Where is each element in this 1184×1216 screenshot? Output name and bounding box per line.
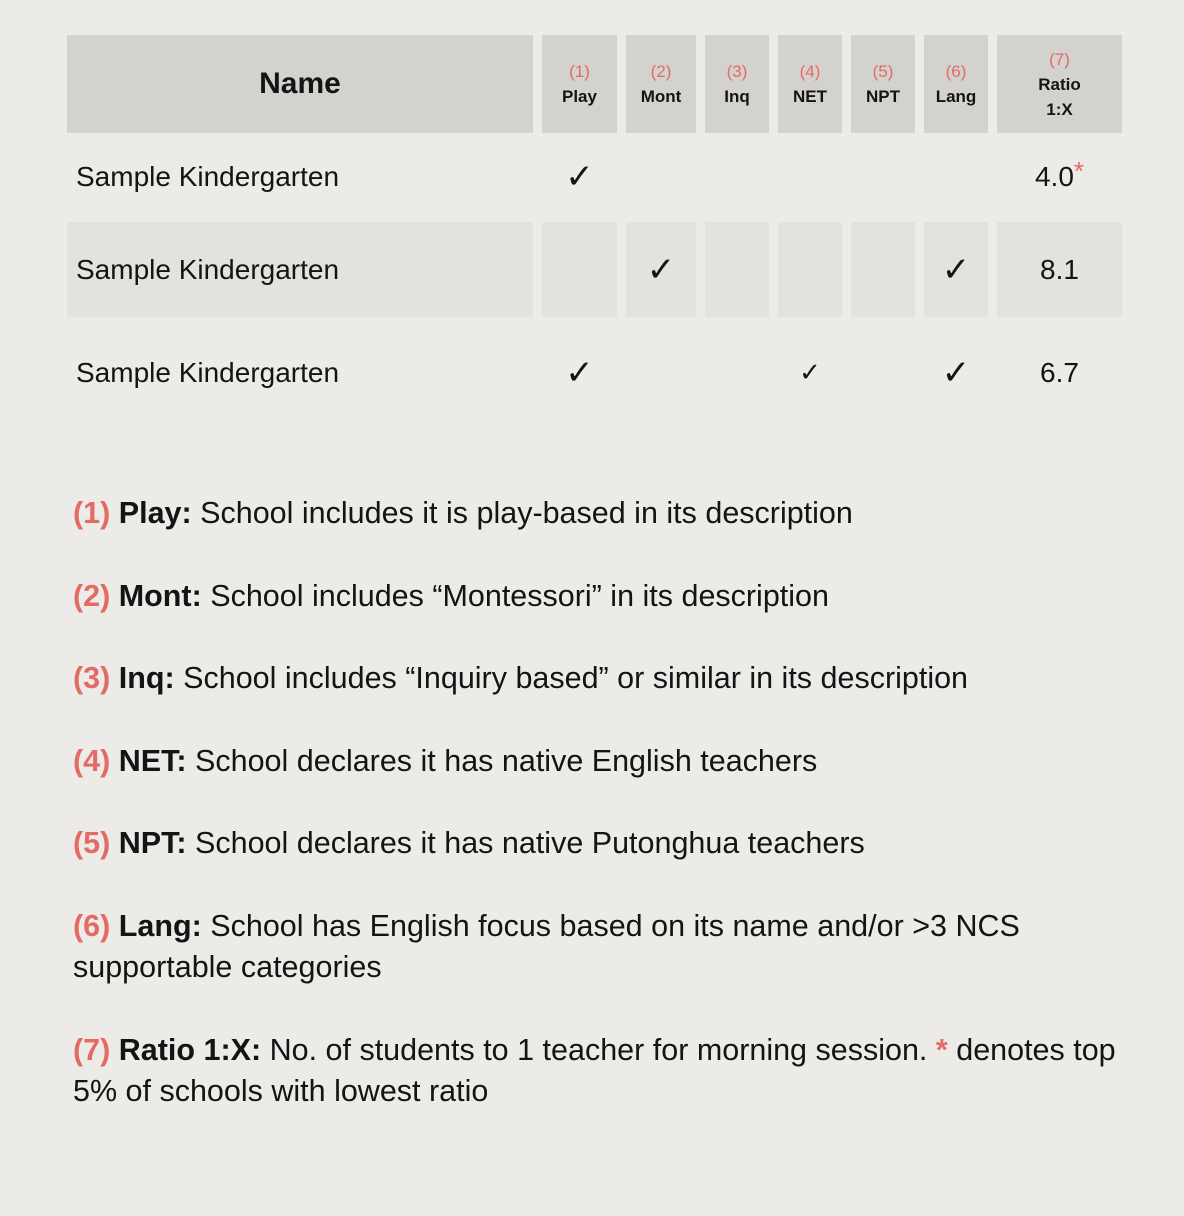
row-2-ratio (997, 222, 1122, 317)
row-2-lang-check: ✓ (924, 222, 988, 317)
row-3-lang-check: ✓ (941, 352, 971, 393)
header-inq-num: (3) (726, 62, 748, 81)
header-ratio-label-2: 1:X (1046, 99, 1073, 119)
row-1-net-check (778, 133, 842, 221)
header-lang-label: Lang (935, 87, 977, 106)
row-3-npt-check (851, 325, 915, 420)
row-3-mont-check (626, 325, 696, 420)
row-1-name: Sample Kindergarten (76, 161, 340, 192)
legend-play-num: (1) (73, 496, 111, 530)
legend-inq-text: School includes “Inquiry based” or similar in its description (183, 661, 969, 695)
legend-play-text: School includes it is play-based in its description (200, 496, 853, 530)
row-2-name: Sample Kindergarten (67, 222, 533, 317)
row-2-mont-check: ✓ (626, 222, 696, 317)
header-lang-num: (6) (945, 62, 967, 81)
legend-mont-num: (2) (73, 579, 111, 613)
header-mont-num: (2) (650, 62, 672, 81)
legend-npt-num: (5) (73, 826, 111, 860)
legend-mont-text: School includes “Montessori” in its description (210, 579, 829, 613)
legend-inq-num: (3) (73, 661, 111, 695)
header-net (778, 35, 842, 133)
header-play-label: Play (562, 87, 597, 106)
legend-item-ratio (73, 1030, 1133, 1112)
header-inq (705, 35, 769, 133)
legend-ratio-text: No. of students to 1 teacher for morning session. (269, 1033, 928, 1067)
header-mont (626, 35, 696, 133)
header-npt-label: NPT (866, 87, 900, 106)
header-net-num: (4) (799, 62, 821, 81)
legend-item-play (73, 493, 1133, 534)
legend-ratio-text-2: denotes top 5% of schools with lowest ratio (73, 1033, 1116, 1108)
header-ratio-num: (7) (1049, 49, 1070, 69)
legend-inq-term: Inq: (118, 661, 175, 695)
legend-ratio-term: Ratio 1:X: (118, 1033, 262, 1067)
legend-lang-num: (6) (73, 909, 111, 943)
legend-item-mont (73, 576, 1133, 617)
legend-net-text: School declares it has native English teachers (195, 744, 818, 778)
legend-item-inq (73, 658, 1133, 699)
legend-item-lang (73, 906, 1133, 988)
row-2-net-check (778, 222, 842, 317)
row-1-inq-check (705, 133, 769, 221)
header-ratio-label: Ratio (1038, 74, 1081, 94)
legend-net-term: NET: (118, 744, 187, 778)
row-1-ratio-star: * (1073, 155, 1085, 186)
legend-mont-term: Mont: (118, 579, 202, 613)
row-2-play-check (542, 222, 617, 317)
header-name-label: Name (259, 67, 341, 100)
header-play-num: (1) (569, 62, 590, 81)
row-1-mont-check (626, 133, 696, 221)
row-3-net-check: ✓ (799, 357, 821, 388)
row-3-ratio-value: 6.7 (1040, 356, 1079, 388)
legend-lang-text: School has English focus based on its name and/or >3 NCS supportable categories (73, 909, 1020, 984)
legend-play-term: Play: (118, 496, 192, 530)
header-net-label: NET (793, 87, 827, 106)
row-2-inq-check (705, 222, 769, 317)
legend-ratio-star: * (935, 1033, 948, 1067)
row-3-name: Sample Kindergarten (76, 356, 340, 388)
row-3-play-check: ✓ (565, 352, 594, 393)
header-npt (851, 35, 915, 133)
legend-item-npt (73, 823, 1133, 864)
header-name (67, 35, 533, 133)
header-npt-num: (5) (872, 62, 894, 81)
legend-net-num: (4) (73, 744, 111, 778)
row-3-ratio (997, 325, 1122, 420)
header-play (542, 35, 617, 133)
legend-npt-term: NPT: (118, 826, 187, 860)
row-1-play-check: ✓ (565, 157, 594, 197)
row-2-npt-check (851, 222, 915, 317)
legend-item-net (73, 741, 1133, 782)
row-1-npt-check (851, 133, 915, 221)
legend-ratio-num: (7) (73, 1033, 111, 1067)
header-inq-label: Inq (724, 87, 750, 106)
header-lang (924, 35, 988, 133)
legend-lang-term: Lang: (118, 909, 202, 943)
row-1-ratio-value: 4.0 (1034, 161, 1074, 192)
row-1-lang-check (924, 133, 988, 221)
row-3-inq-check (705, 325, 769, 420)
row-1-ratio (997, 133, 1122, 221)
header-mont-label: Mont (640, 87, 682, 106)
row-2-ratio-value: 8.1 (1040, 253, 1079, 285)
header-ratio (997, 35, 1122, 133)
legend-npt-text: School declares it has native Putonghua teachers (195, 826, 865, 860)
